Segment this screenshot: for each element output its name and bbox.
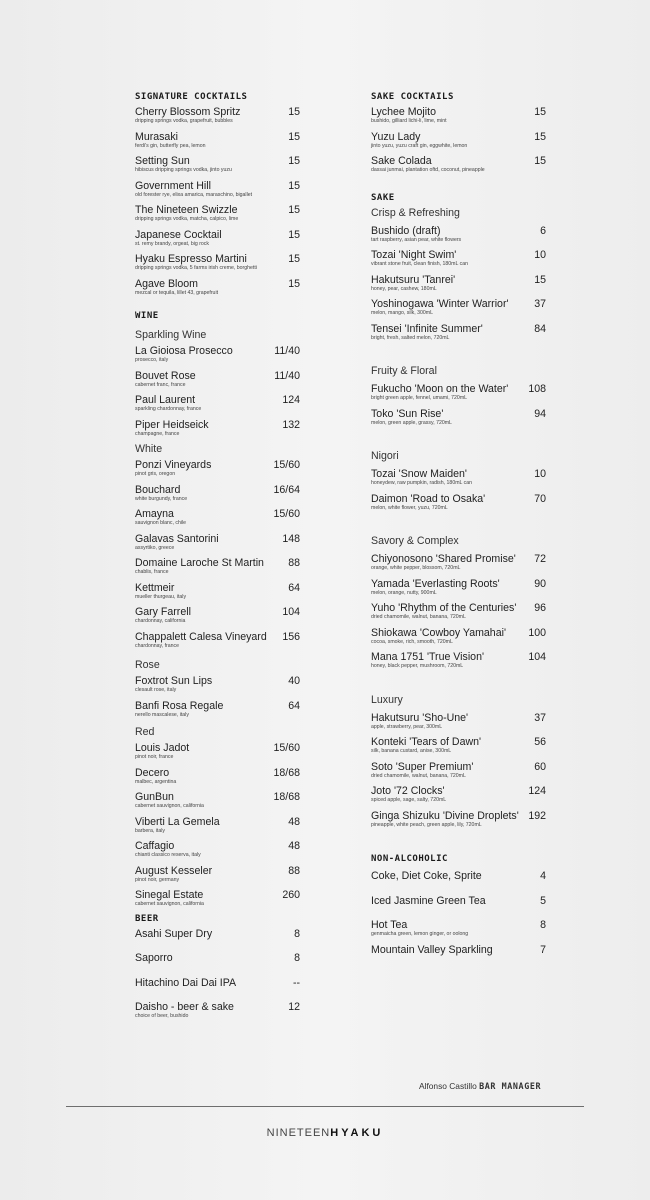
menu-item-name: La Gioiosa Prosecco — [135, 345, 233, 357]
menu-item-price: 56 — [534, 736, 546, 748]
menu-item-name: Government Hill — [135, 179, 211, 192]
menu-item-price: 11/40 — [274, 369, 300, 382]
menu-item — [135, 345, 300, 370]
menu-item-price: 156 — [282, 630, 300, 643]
menu-item-name: Saporro — [135, 952, 173, 964]
menu-item — [135, 631, 300, 656]
menu-item-name: Bouchard — [135, 483, 181, 496]
menu-item — [135, 370, 300, 395]
menu-item — [371, 225, 546, 250]
menu-item-description: nerello mascalese, italy — [135, 711, 189, 718]
menu-item — [135, 106, 300, 131]
menu-item-description: chardonnay, california — [135, 618, 186, 624]
menu-item-price: 15 — [534, 273, 546, 286]
nigori-sake-list — [371, 468, 546, 517]
menu-item-description: vibrant stone fruit, clean finish, 180mL can — [371, 261, 468, 267]
menu-item-name: Caffagio — [135, 840, 175, 852]
menu-item-description: st. remy brandy, orgeat, big rock — [135, 240, 209, 247]
menu-item-description: chablis, france — [135, 569, 169, 575]
menu-item-description: dripping springs vodka, 5 farms irish creme, borghetti — [135, 265, 257, 271]
menu-item-description: assyrtiko, greece — [135, 544, 175, 551]
menu-item — [135, 700, 300, 725]
menu-item-description: honey, black pepper, mushroom, 720mL — [371, 663, 464, 669]
menu-item — [135, 606, 300, 631]
menu-item-price: 15/60 — [273, 742, 300, 754]
menu-item-price: 132 — [282, 418, 300, 431]
menu-item — [371, 785, 546, 810]
menu-item-description: sparkling chardonnay, france — [135, 406, 202, 412]
menu-item-name: August Kesseler — [135, 864, 213, 877]
menu-item-name: Domaine Laroche St Martin — [135, 557, 264, 569]
subheading-red-wine: Red — [135, 726, 155, 738]
menu-item-description: pinot noir, france — [135, 754, 174, 760]
menu-item-description: pinot gris, oregon — [135, 471, 176, 477]
menu-item-description: cocoa, smoke, rich, smooth, 720mL — [371, 638, 453, 645]
menu-item-description: ferdi's gin, butterfly pea, lemon — [135, 142, 206, 149]
subheading-fruity-floral: Fruity & Floral — [371, 365, 437, 377]
menu-item — [371, 155, 546, 180]
menu-item-description: mueller thurgeau, italy — [135, 593, 187, 600]
menu-item-description: prosecco, italy — [135, 357, 169, 363]
menu-item-price: 260 — [282, 889, 300, 901]
menu-item-price: 108 — [528, 383, 546, 395]
crisp-sake-list — [371, 225, 546, 348]
menu-item-name: Daimon 'Road to Osaka' — [371, 492, 486, 505]
menu-item — [371, 553, 546, 578]
menu-item-description: honey, pear, cashew, 180mL — [371, 285, 437, 292]
menu-item — [135, 394, 300, 419]
red-wine-list — [135, 742, 300, 914]
menu-item-price: 90 — [534, 577, 546, 590]
menu-item — [135, 253, 300, 278]
menu-item-name: Murasaki — [135, 130, 178, 143]
menu-item-price: 8 — [540, 919, 546, 931]
menu-item-name: Hot Tea — [371, 919, 408, 931]
menu-item — [135, 204, 300, 229]
menu-item-description: melon, green apple, grassy, 720mL — [371, 419, 452, 426]
menu-item-name: Joto '72 Clocks' — [371, 785, 445, 797]
menu-item — [371, 408, 546, 433]
rose-wine-list — [135, 675, 300, 724]
menu-item — [371, 870, 546, 895]
menu-item-name: Hitachino Dai Dai IPA — [135, 976, 237, 989]
menu-item-name: Kettmeir — [135, 581, 175, 594]
menu-item-name: Amayna — [135, 508, 174, 520]
menu-item — [135, 840, 300, 865]
subheading-sparkling-wine: Sparkling Wine — [135, 329, 207, 341]
menu-item-price: 15 — [288, 179, 300, 192]
subheading-nigori: Nigori — [371, 450, 399, 462]
menu-item-price: 10 — [534, 249, 546, 261]
menu-item — [135, 508, 300, 533]
menu-item-price: 5 — [540, 894, 546, 907]
menu-item — [371, 627, 546, 652]
menu-item-price: 37 — [534, 298, 546, 310]
menu-item-name: Japanese Cocktail — [135, 228, 222, 241]
manager-title: BAR MANAGER — [479, 1081, 542, 1091]
menu-item — [135, 742, 300, 767]
section-heading-wine: WINE — [135, 311, 159, 321]
menu-item — [371, 895, 546, 920]
subheading-rose-wine: Rose — [135, 659, 160, 671]
menu-item — [135, 865, 300, 890]
menu-item — [371, 323, 546, 348]
menu-item-price: 15 — [534, 130, 546, 143]
menu-item — [135, 180, 300, 205]
menu-item — [371, 131, 546, 156]
menu-item-name: Mountain Valley Sparkling — [371, 943, 493, 956]
menu-item-description: melon, orange, nutty, 900mL — [371, 589, 437, 596]
menu-item-name: Sinegal Estate — [135, 889, 204, 901]
menu-item-price: 10 — [534, 468, 546, 480]
section-heading-signature-cocktails: SIGNATURE COCKTAILS — [135, 92, 248, 102]
menu-item-description: hibiscus dripping springs vodka, jinto yuzu — [135, 167, 232, 173]
menu-item-name: Banfi Rosa Regale — [135, 699, 224, 712]
menu-item-description: honeydew, raw pumpkin, radish, 180mL can — [371, 480, 473, 486]
menu-item-price: 15 — [534, 155, 546, 167]
menu-item-price: 15 — [288, 204, 300, 216]
menu-item-name: The Nineteen Swizzle — [135, 204, 238, 216]
menu-item-name: Mana 1751 'True Vision' — [371, 651, 484, 663]
brand-light: NINETEEN — [266, 1127, 331, 1139]
menu-item-name: Soto 'Super Premium' — [371, 760, 474, 773]
menu-item — [135, 557, 300, 582]
menu-item-description: dripping springs vodka, grapefruit, bubbles — [135, 118, 233, 124]
menu-item-description: bright green apple, fennel, umami, 720mL — [371, 395, 468, 401]
manager-name: Alfonso Castillo — [419, 1081, 477, 1091]
menu-item — [371, 274, 546, 299]
menu-item-name: Setting Sun — [135, 155, 190, 167]
non-alcoholic-list — [371, 870, 546, 968]
menu-item-price: 84 — [534, 322, 546, 335]
menu-item-name: Hyaku Espresso Martini — [135, 253, 247, 265]
menu-item-name: Agave Bloom — [135, 277, 199, 290]
menu-item — [371, 944, 546, 969]
menu-item-description: dried chamomile, walnut, banana, 720mL — [371, 614, 466, 620]
menu-item-name: Konteki 'Tears of Dawn' — [371, 736, 482, 748]
menu-item-price: 15 — [288, 253, 300, 265]
menu-item-name: Ponzi Vineyards — [135, 459, 212, 471]
menu-item-name: Foxtrot Sun Lips — [135, 675, 213, 687]
menu-item — [371, 249, 546, 274]
menu-item-name: Sake Colada — [371, 155, 432, 167]
menu-item-description: melon, white flower, yuzu, 720mL — [371, 504, 448, 511]
menu-item — [371, 919, 546, 944]
menu-item — [135, 1001, 300, 1026]
menu-item-name: Chiyonosono 'Shared Promise' — [371, 553, 516, 565]
menu-item-description: pinot noir, germany — [135, 876, 180, 883]
menu-item-price: 70 — [534, 492, 546, 505]
menu-item-name: Daisho - beer & sake — [135, 1001, 234, 1013]
section-heading-sake-cocktails: SAKE COCKTAILS — [371, 92, 454, 102]
menu-item-price: 15 — [288, 277, 300, 290]
menu-item — [135, 533, 300, 558]
menu-item-name: Cherry Blossom Spritz — [135, 106, 241, 118]
menu-item — [135, 484, 300, 509]
menu-item-price: 148 — [282, 532, 300, 545]
menu-item-name: Iced Jasmine Green Tea — [371, 894, 486, 907]
menu-item-price: 8 — [294, 927, 300, 940]
menu-item — [135, 928, 300, 953]
menu-item-description: bright, fresh, salted melon, 720mL — [371, 334, 450, 341]
menu-item-name: Chappalett Calesa Vineyard — [135, 630, 267, 643]
menu-item — [135, 889, 300, 914]
menu-item — [135, 816, 300, 841]
menu-item-name: GunBun — [135, 791, 174, 803]
menu-item — [135, 767, 300, 792]
menu-item-price: 18/68 — [273, 791, 300, 803]
menu-item — [371, 736, 546, 761]
subheading-savory-complex: Savory & Complex — [371, 535, 459, 547]
menu-item — [371, 493, 546, 518]
menu-item-description: old forester rye, elixa amarica, maraschino, bigallet — [135, 191, 253, 198]
menu-item-name: Yuho 'Rhythm of the Centuries' — [371, 602, 517, 614]
sparkling-wine-list — [135, 345, 300, 443]
menu-item-price: -- — [292, 976, 300, 989]
menu-item-price: 4 — [540, 870, 546, 882]
menu-item-price: 64 — [288, 699, 300, 712]
menu-item-price: 192 — [528, 809, 546, 822]
menu-item-price: 60 — [534, 760, 546, 773]
beer-list — [135, 928, 300, 1026]
menu-item-price: 8 — [294, 952, 300, 964]
bar-manager-credit — [419, 1081, 541, 1091]
menu-item-description: malbec, argentina — [135, 778, 177, 785]
menu-item-price: 15/60 — [273, 508, 300, 520]
menu-item — [371, 761, 546, 786]
menu-item — [371, 383, 546, 408]
menu-item-description: choice of beer, bushido — [135, 1013, 189, 1019]
menu-item-price: 104 — [282, 606, 300, 618]
menu-item-price: 48 — [288, 815, 300, 828]
menu-item-name: Tozai 'Night Swim' — [371, 249, 457, 261]
brand-logo — [0, 1127, 650, 1139]
section-heading-sake: SAKE — [371, 192, 395, 203]
menu-item-description: sauvignon blanc, chile — [135, 520, 187, 526]
menu-item-description: dripping springs vodka, matcha, calpico, lime — [135, 216, 239, 222]
menu-item-description: jinto yuzu, yuzu craft gin, eggwhite, lemon — [371, 142, 468, 149]
menu-item — [371, 468, 546, 493]
menu-item-name: Tozai 'Snow Maiden' — [371, 468, 467, 480]
menu-item-description: cabernet sauvignon, california — [135, 901, 204, 907]
menu-item-description: cabernet franc, france — [135, 381, 186, 388]
brand-bold: HYAKU — [330, 1127, 384, 1139]
subheading-luxury: Luxury — [371, 693, 403, 706]
menu-item — [135, 131, 300, 156]
menu-item-description: dried chamomile, walnut, banana, 720mL — [371, 772, 466, 779]
menu-item-price: 12 — [288, 1001, 300, 1013]
menu-item-price: 15 — [288, 228, 300, 241]
menu-item-price: 40 — [288, 675, 300, 687]
menu-item-price: 18/68 — [273, 766, 300, 779]
menu-item-name: Coke, Diet Coke, Sprite — [371, 870, 482, 882]
menu-item-description: spiced apple, sage, salty, 720mL — [371, 797, 447, 803]
menu-item-price: 72 — [534, 553, 546, 565]
fruity-sake-list — [371, 383, 546, 432]
menu-item-price: 64 — [288, 581, 300, 594]
menu-item — [135, 791, 300, 816]
menu-item-name: Galavas Santorini — [135, 532, 219, 545]
signature-cocktails-list — [135, 106, 300, 302]
menu-item — [135, 419, 300, 444]
menu-item-price: 100 — [528, 626, 546, 639]
menu-item-price: 88 — [288, 864, 300, 877]
menu-item — [371, 602, 546, 627]
menu-item-name: Decero — [135, 766, 170, 779]
menu-item-name: Shiokawa 'Cowboy Yamahai' — [371, 626, 506, 639]
luxury-sake-list — [371, 712, 546, 835]
menu-item-price: 15 — [288, 130, 300, 143]
menu-item-price: 104 — [528, 651, 546, 663]
menu-item — [371, 810, 546, 835]
menu-item — [135, 229, 300, 254]
menu-item — [135, 675, 300, 700]
menu-item — [371, 712, 546, 737]
menu-item-price: 15 — [288, 106, 300, 118]
menu-item-name: Louis Jadot — [135, 742, 190, 754]
left-column — [135, 92, 300, 1026]
menu-item — [135, 155, 300, 180]
menu-item-description: cabernet sauvignon, california — [135, 803, 204, 809]
menu-item-name: Lychee Mojito — [371, 106, 436, 118]
menu-item-description: orange, white pepper, blossom, 720mL — [371, 565, 461, 571]
menu-item — [371, 106, 546, 131]
menu-item-description: pineapple, white peach, green apple, lily, 720mL — [371, 821, 482, 828]
menu-item-description: bushido, gilliard lichi-li, lime, mint — [371, 118, 447, 124]
menu-item-price: 94 — [534, 407, 546, 420]
menu-item — [371, 298, 546, 323]
section-heading-non-alcoholic: NON-ALCOHOLIC — [371, 854, 448, 864]
menu-item-description: dassai junmai, plantation oftd, coconut, pineapple — [371, 167, 485, 173]
menu-item-description: apple, strawberry, pear, 300mL — [371, 723, 443, 730]
menu-item-price: 16/64 — [273, 483, 300, 496]
menu-item-description: chardonnay, france — [135, 642, 180, 649]
menu-item-description: tart raspberry, asian pear, white flowers — [371, 236, 462, 243]
menu-item-price: 124 — [528, 785, 546, 797]
menu-item — [135, 459, 300, 484]
subheading-crisp-refreshing: Crisp & Refreshing — [371, 206, 460, 219]
menu-item-description: white burgundy, france — [135, 495, 188, 502]
menu-item-name: Bushido (draft) — [371, 224, 441, 237]
menu-item-description: melon, mango, silk, 300mL — [371, 310, 433, 316]
menu-item-price: 37 — [534, 711, 546, 724]
menu-item-name: Hakutsuru 'Tanrei' — [371, 273, 456, 286]
menu-item-description: champagne, france — [135, 430, 180, 437]
menu-item-name: Gary Farrell — [135, 606, 191, 618]
white-wine-list — [135, 459, 300, 655]
menu-item-description: chianti classico reserva, italy — [135, 852, 201, 858]
menu-item — [371, 651, 546, 676]
menu-item-price: 15 — [288, 155, 300, 167]
sake-cocktails-list — [371, 106, 546, 180]
menu-item-name: Yoshinogawa 'Winter Warrior' — [371, 298, 509, 310]
menu-item-name: Toko 'Sun Rise' — [371, 407, 444, 420]
menu-item-name: Piper Heidseick — [135, 418, 209, 431]
right-column — [371, 92, 546, 968]
menu-item-price: 15/60 — [273, 459, 300, 471]
footer-divider — [66, 1106, 584, 1107]
menu-item-name: Viberti La Gemela — [135, 815, 220, 828]
menu-item — [135, 582, 300, 607]
menu-item — [371, 578, 546, 603]
menu-item — [135, 977, 300, 1002]
menu-item-name: Hakutsuru 'Sho-Une' — [371, 711, 469, 724]
menu-item — [135, 278, 300, 303]
menu-item-name: Ginga Shizuku 'Divine Droplets' — [371, 809, 519, 822]
savory-sake-list — [371, 553, 546, 676]
menu-item-description: silk, banana custard, anise, 300mL — [371, 748, 452, 754]
menu-item — [135, 952, 300, 977]
menu-item-description: mezcal or tequila, lillet 43, grapefruit — [135, 289, 219, 296]
menu-item-name: Paul Laurent — [135, 394, 196, 406]
menu-item-name: Fukucho 'Moon on the Water' — [371, 383, 509, 395]
menu-item-name: Yamada 'Everlasting Roots' — [371, 577, 500, 590]
menu-item-description: genmaicha green, lemon ginger, or oolong — [371, 931, 469, 937]
menu-item-price: 48 — [288, 840, 300, 852]
menu-item-name: Yuzu Lady — [371, 130, 421, 143]
menu-item-price: 124 — [282, 394, 300, 406]
menu-item-price: 6 — [540, 224, 546, 237]
menu-item-price: 96 — [534, 602, 546, 614]
menu-item-description: clesault rose, italy — [135, 687, 177, 693]
menu-item-name: Asahi Super Dry — [135, 927, 213, 940]
menu-item-price: 88 — [288, 557, 300, 569]
menu-item-name: Bouvet Rose — [135, 369, 196, 382]
subheading-white-wine: White — [135, 443, 163, 455]
menu-item-description: barbera, italy — [135, 827, 165, 834]
menu-item-price: 11/40 — [274, 345, 300, 357]
menu-item-name: Tensei 'Infinite Summer' — [371, 322, 483, 335]
section-heading-beer: BEER — [135, 913, 159, 924]
menu-item-price: 15 — [534, 106, 546, 118]
menu-item-price: 7 — [540, 943, 546, 956]
